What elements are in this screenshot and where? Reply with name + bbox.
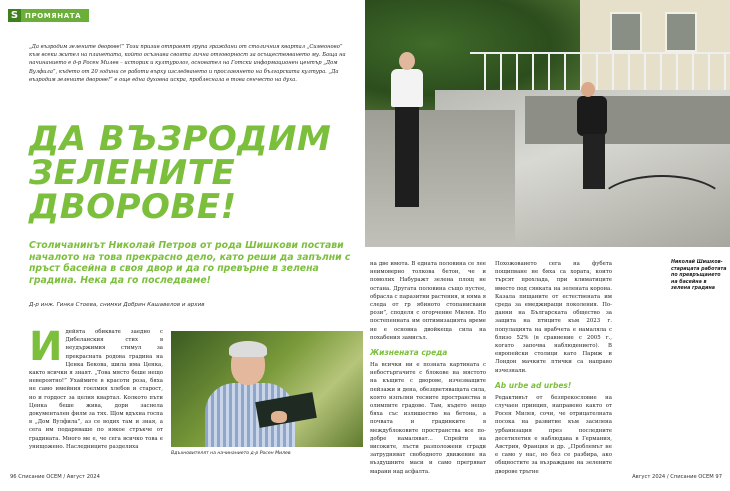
portrait-hair bbox=[229, 341, 267, 357]
body-text-right-2: Похожоването сега на фубета пощипване не бяха са хората, които търсят прохлада, при климатиците вместо под сянката на зелената корона. Казала пищаните от естествената им среда за емеджиращи поколения. По-данни на Българската общество за защита на птиците към 2023 г. популацията на врабчета е намаляла с близо 52% (в сравнение с 2005 г., когато започва наблюдението). В европейски столици като Париж и Лондон мачките птички са направо изчезнали. bbox=[495, 261, 612, 374]
headline-line-1: ДА ВЪЗРОДИМ bbox=[29, 119, 332, 159]
subhead-ab-urbe: Ab urbe ad urbes! bbox=[495, 380, 572, 390]
pool-photo bbox=[365, 0, 730, 247]
man1-torso bbox=[391, 69, 423, 107]
photo-window bbox=[665, 12, 697, 52]
dropcap: И bbox=[29, 324, 63, 370]
category-letter-icon: S bbox=[8, 9, 21, 22]
man2-legs bbox=[583, 134, 605, 189]
portrait-caption: Вдъхновителят на начинанието д-р Росен Милев bbox=[171, 451, 291, 456]
body-text-left: дейята обиквате заедно с Дибеланския стих в неудържимия стимул за прекрасната родова градина на Ценка Бекова, шила има Ценка, както всички я знаят. „Това място беше нещо невероятно!” Ухаймите в красоти роза, бяха не само имейния гоелмия хлебов и старост, но и гордост за целия квартал. Колкото пъти Ценка беше жива, дори заснела документален филм за тях. Щом вдъхна госпа в „Дом Вулфила”, аз се водих там и зная, а сега им подаряваше по някое стръкче от градината. Много ме е, че сега всичко това е унищожено. Наследниците разделиха bbox=[29, 329, 163, 450]
photo-man-black-shirt bbox=[573, 82, 619, 192]
body-column-right-1 bbox=[370, 260, 486, 476]
headline bbox=[29, 119, 354, 227]
category-tag bbox=[8, 9, 89, 22]
body-column-left bbox=[29, 324, 163, 451]
body-text-right-1: на две имота. В едната половина се лее неимоверно толкова бетон, че и помолих Набуражт зелена площ не остана. Другата половина също пустее, обрасла с паразитни растения, и няма я следа от гр я6иното стопанисвани рози”, споделя с огорчение Милев. Но постепенната им оптимизацията време не е основна двойкеща сила на похабения замисъл. bbox=[370, 261, 486, 341]
portrait-hand bbox=[271, 411, 287, 423]
man2-head bbox=[581, 82, 595, 97]
photo-pool-wall bbox=[525, 96, 730, 144]
body-column-right-2 bbox=[495, 260, 612, 476]
man1-legs bbox=[395, 107, 419, 207]
man2-torso bbox=[577, 96, 607, 136]
body-text-right-3: Редактивът от безпрекословие на случаен принцип, направено както от Росен Милев, сочи, че отрицателната посока на развитие към засилена урбанизация през последните десетилетия е наблюдава в Германия, Австрия, Франция и др. „Проблемът не е само у нас, но без се разбира, ако общностите за възраждане на зелените дворове тръгне bbox=[495, 394, 612, 475]
right-page bbox=[365, 0, 730, 491]
man1-head bbox=[399, 52, 415, 70]
category-label: ПРОМЯНАТА bbox=[25, 11, 82, 20]
photo-window bbox=[610, 12, 642, 52]
deck: Столичанинът Николай Петров от рода Шишкови постави началото на това прекрасно дело, като реши да запълни с пръст басейна в своя двор и да го превърне в зелена градина. Нека да го последваме! bbox=[29, 240, 351, 286]
folio-left: 96 Списание ОСЕМ / Август 2024 bbox=[10, 474, 100, 480]
headline-line-2: ЗЕЛЕНИТЕ bbox=[29, 153, 236, 193]
folio-right: Август 2024 / Списание ОСЕМ 97 bbox=[632, 474, 722, 480]
side-caption: Николай Шишков-старицата работата по превръщането на басейна в зелена градина bbox=[671, 260, 727, 292]
body-text-right-1b: На всички ни е позната картината с небостъргачите с блокове на мястото на къщите с дворове, изчезващите пейзажи и дена, обезцветяващата сила, която изпълни тесните пространства в олимпите градове. Там, където нещо бяха със излишество на бетона, а почвата и градинките в междублоковите пространства все по-добре намаляват... Спрейти на високите, лъсти разположени сгради затрудняват свободното движение на въздушните маси и само прегряват марани над асфалта. bbox=[370, 362, 486, 475]
byline: Д-р инж. Гинка Стоева, снимки Добрин Кашавелов и архив bbox=[29, 302, 205, 308]
headline-line-3: ДВОРОВЕ! bbox=[29, 187, 237, 227]
portrait-photo bbox=[171, 331, 363, 447]
photo-hose bbox=[595, 175, 729, 239]
photo-man-white-shirt bbox=[387, 52, 427, 212]
intro-paragraph: „Да възродим зелените дворове!” Този призив отправят група граждани от столичния квартал „Симеоново” към всеки жител на планетата, който осъзнава своята лична отговорност за осъществяването му. Баща на начинанието е д-р Росен Милев – историк и културолог, основател на Готски информационен център „Дом Вулфила”, където от 20 години се работи върху изследването и прославянето на българската култура. „Да възродим зелените дворове!” е още една духовна искра, проблеснала в това сенчесто на духа. bbox=[29, 44, 346, 83]
subhead-living-environment: Жизнената среда bbox=[370, 348, 448, 358]
